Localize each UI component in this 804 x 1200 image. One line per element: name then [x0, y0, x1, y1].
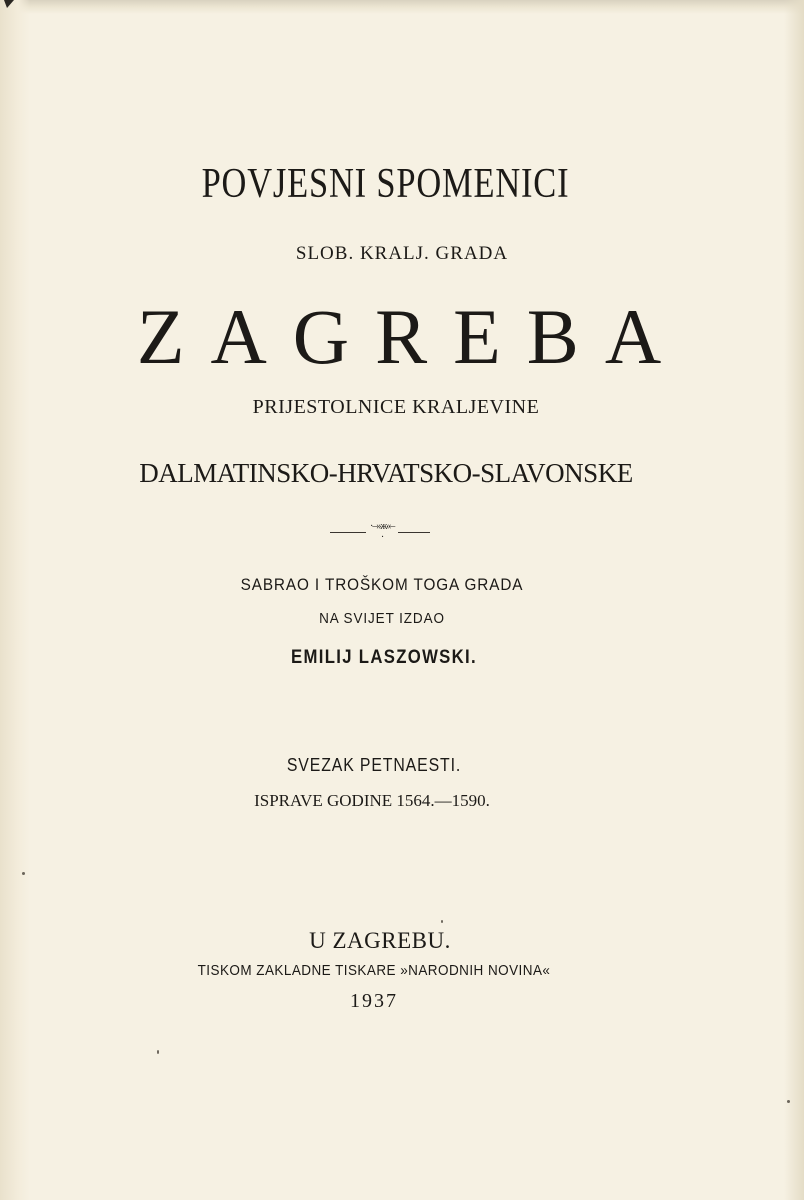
- documents-years: ISPRAVE GODINE 1564.—1590.: [254, 791, 490, 810]
- ornament-rule-left: [330, 532, 366, 533]
- city-prefix: SLOB. KRALJ. GRADA: [295, 243, 509, 264]
- volume-number: SVEZAK PETNAESTI.: [286, 755, 462, 775]
- book-title: POVJESNI SPOMENICI: [201, 161, 570, 207]
- paper-edge-top: [0, 0, 804, 14]
- ornament-rule-right: [398, 532, 430, 533]
- paper-speck: [157, 1050, 159, 1054]
- kingdom-line: DALMATINSKO-HRVATSKO-SLAVONSKE: [139, 458, 633, 488]
- city-name: ZAGREBA: [136, 293, 688, 380]
- publication-year: 1937: [350, 990, 398, 1012]
- compiled-by-line: SABRAO I TROŠKOM TOGA GRADA: [240, 575, 524, 594]
- published-by-line: NA SVIJET IZDAO: [319, 610, 445, 627]
- capital-line: PRIJESTOLNICE KRALJEVINE: [252, 396, 540, 418]
- author-name: EMILIJ LASZOWSKI.: [291, 647, 477, 668]
- paper-edge-right: [784, 0, 804, 1200]
- publication-place: U ZAGREBU.: [309, 928, 451, 953]
- paper-speck: [787, 1100, 790, 1103]
- paper-edge-left: [0, 0, 30, 1200]
- ornament-glyph: ·–»ж«–·: [370, 521, 395, 543]
- paper-speck: [22, 872, 25, 875]
- printer-line: TISKOM ZAKLADNE TISKARE »NARODNIH NOVINA«: [197, 962, 551, 979]
- ornament-divider: [330, 521, 430, 543]
- paper-speck: [441, 920, 443, 923]
